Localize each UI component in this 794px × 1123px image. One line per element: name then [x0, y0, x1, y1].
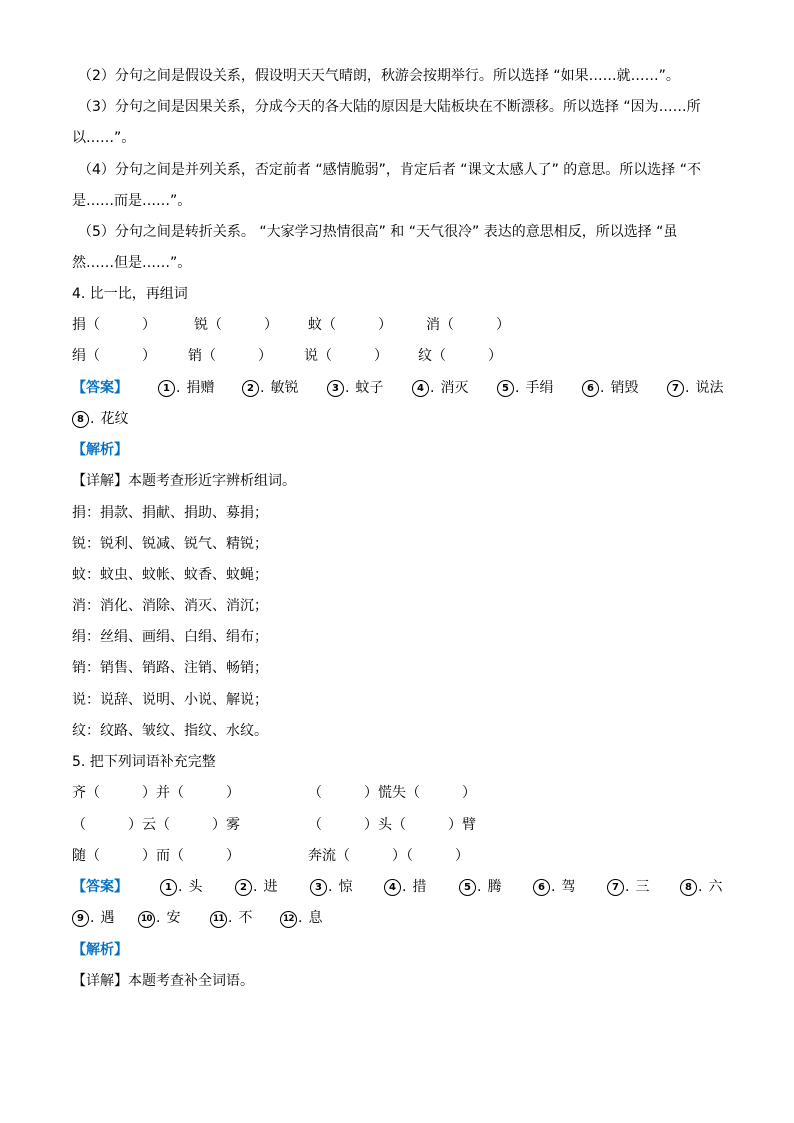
q5-item: 奔流（ ）（ ）: [308, 848, 469, 864]
circled-number-icon: 7: [667, 380, 684, 397]
answer-text: 六: [708, 879, 723, 895]
q4-item: 捐（ ）: [72, 317, 156, 333]
detail-line: [72, 971, 734, 991]
answer-text: 惊: [338, 879, 353, 895]
answer-text: 说法: [695, 380, 724, 396]
answer-item: 1 . 头: [160, 877, 202, 897]
explanation-line: 然……但是……”。: [72, 255, 192, 271]
answer-item: 5 . 手绢: [497, 378, 553, 398]
word-group-line: 消：消化、消除、消灭、消沉；: [72, 598, 268, 614]
circled-number-icon: 8: [680, 879, 697, 896]
word-group-line: 捐：捐款、捐献、捐助、募捐；: [72, 505, 268, 521]
circled-number-icon: 8: [72, 411, 89, 428]
answer-text: 驾: [561, 879, 576, 895]
answer-item: 4 . 措: [384, 877, 426, 897]
answer-item: 8 . 六: [680, 877, 722, 897]
q4-item: 锐（ ）: [194, 317, 278, 333]
detail-tag: 【详解】: [72, 973, 128, 989]
q5-item: （ ）云（ ）雾: [72, 817, 240, 833]
answer-text: 销毁: [610, 380, 639, 396]
answer-text: 头: [188, 879, 203, 895]
question-4-title: 4. 比一比，再组词: [72, 286, 188, 302]
answer-item: 3 . 惊: [310, 877, 352, 897]
detail-text: 本题考查形近字辨析组词。: [128, 473, 296, 489]
answer-text: 三: [635, 879, 650, 895]
circled-number-icon: 4: [412, 380, 429, 397]
explanation-line: 是……而是……”。: [72, 193, 192, 209]
answer-text: 遇: [100, 910, 115, 926]
answer-item: 5 . 腾: [459, 877, 501, 897]
circled-number-icon: 6: [582, 380, 599, 397]
circled-number-icon: 5: [459, 879, 476, 896]
word-group-line: 绢：丝绢、画绢、白绢、绢布；: [72, 629, 268, 645]
question-5-title: 5. 把下列词语补充完整: [72, 754, 216, 770]
answer-item: 9 . 遇: [72, 908, 114, 928]
circled-number-icon: 7: [607, 879, 624, 896]
answer-item: 10 . 安: [138, 908, 180, 928]
circled-number-icon: 10: [138, 911, 155, 928]
circled-number-icon: 9: [72, 910, 89, 927]
detail-tag: 【详解】: [72, 473, 128, 489]
explanation-line: （4）分句之间是并列关系，否定前者 “感情脆弱”，肯定后者 “课文太感人了” 的意思。所以选择 “不: [78, 162, 701, 178]
answer-text: 不: [238, 910, 253, 926]
answer-tag: 【答案】: [72, 380, 128, 396]
word-group-line: 销：销售、销路、注销、畅销；: [72, 660, 268, 676]
answer-item: 6 . 销毁: [582, 378, 638, 398]
q5-item: 齐（ ）并（ ）: [72, 785, 240, 801]
answer-text: 捐赠: [186, 380, 215, 396]
detail-text: 本题考查补全词语。: [128, 973, 254, 989]
q4-item: 说（ ）: [304, 348, 388, 364]
circled-number-icon: 6: [533, 879, 550, 896]
circled-number-icon: 1: [158, 380, 175, 397]
answer-text: 敏锐: [270, 380, 299, 396]
circled-number-icon: 3: [310, 879, 327, 896]
answer-tag: 【答案】: [72, 879, 128, 895]
circled-number-icon: 12: [280, 911, 297, 928]
q4-item: 销（ ）: [188, 348, 272, 364]
word-group-line: 锐：锐利、锐减、锐气、精锐；: [72, 536, 268, 552]
answer-text: 措: [412, 879, 427, 895]
answer-item: 1 . 捐赠: [158, 378, 214, 398]
answer-item: 8 . 花纹: [72, 409, 128, 429]
answer-text: 花纹: [100, 411, 129, 427]
detail-line: [72, 471, 734, 491]
q4-item: 纹（ ）: [418, 348, 502, 364]
q5-item: （ ）慌失（ ）: [308, 785, 476, 801]
answer-item: 6 . 驾: [533, 877, 575, 897]
explanation-line: （5）分句之间是转折关系。 “大家学习热情很高” 和 “天气很冷” 表达的意思相反，所以选择 “虽: [78, 224, 678, 240]
q4-item: 蚊（ ）: [308, 317, 392, 333]
explanation-line: （2）分句之间是假设关系，假设明天天气晴朗，秋游会按期举行。所以选择 “如果……就……”。: [78, 68, 680, 84]
q4-item: 消（ ）: [426, 317, 510, 333]
answer-text: 蚊子: [355, 380, 384, 396]
answer-text: 安: [166, 910, 181, 926]
answer-item: 12 . 息: [280, 908, 322, 928]
answer-item: 4 . 消灭: [412, 378, 468, 398]
answer-item: 7 . 三: [607, 877, 649, 897]
circled-number-icon: 5: [497, 380, 514, 397]
word-group-line: 纹：纹路、皱纹、指纹、水纹。: [72, 723, 268, 739]
explanation-line: 以……”。: [72, 130, 136, 146]
answer-text: 腾: [487, 879, 502, 895]
word-group-line: 说：说辞、说明、小说、解说；: [72, 692, 268, 708]
circled-number-icon: 3: [327, 380, 344, 397]
explanation-line: （3）分句之间是因果关系，分成今天的各大陆的原因是大陆板块在不断漂移。所以选择 “因为……所: [78, 99, 701, 115]
word-group-line: 蚊：蚊虫、蚊帐、蚊香、蚊蝇；: [72, 567, 268, 583]
circled-number-icon: 2: [235, 879, 252, 896]
answer-item: 7 . 说法: [667, 378, 723, 398]
q5-item: （ ）头（ ）臂: [308, 817, 476, 833]
answer-text: 进: [263, 879, 278, 895]
answer-text: 手绢: [525, 380, 554, 396]
answer-item: 2 . 敏锐: [242, 378, 298, 398]
q5-item: 随（ ）而（ ）: [72, 848, 240, 864]
analysis-tag: 【解析】: [72, 442, 128, 458]
answer-item: 3 . 蚊子: [327, 378, 383, 398]
circled-number-icon: 2: [242, 380, 259, 397]
answer-text: 息: [308, 910, 323, 926]
circled-number-icon: 4: [384, 879, 401, 896]
analysis-tag: 【解析】: [72, 942, 128, 958]
answer-item: 11 . 不: [210, 908, 252, 928]
circled-number-icon: 11: [210, 911, 227, 928]
answer-text: 消灭: [440, 380, 469, 396]
circled-number-icon: 1: [160, 879, 177, 896]
q4-item: 绢（ ）: [72, 348, 156, 364]
answer-item: 2 . 进: [235, 877, 277, 897]
